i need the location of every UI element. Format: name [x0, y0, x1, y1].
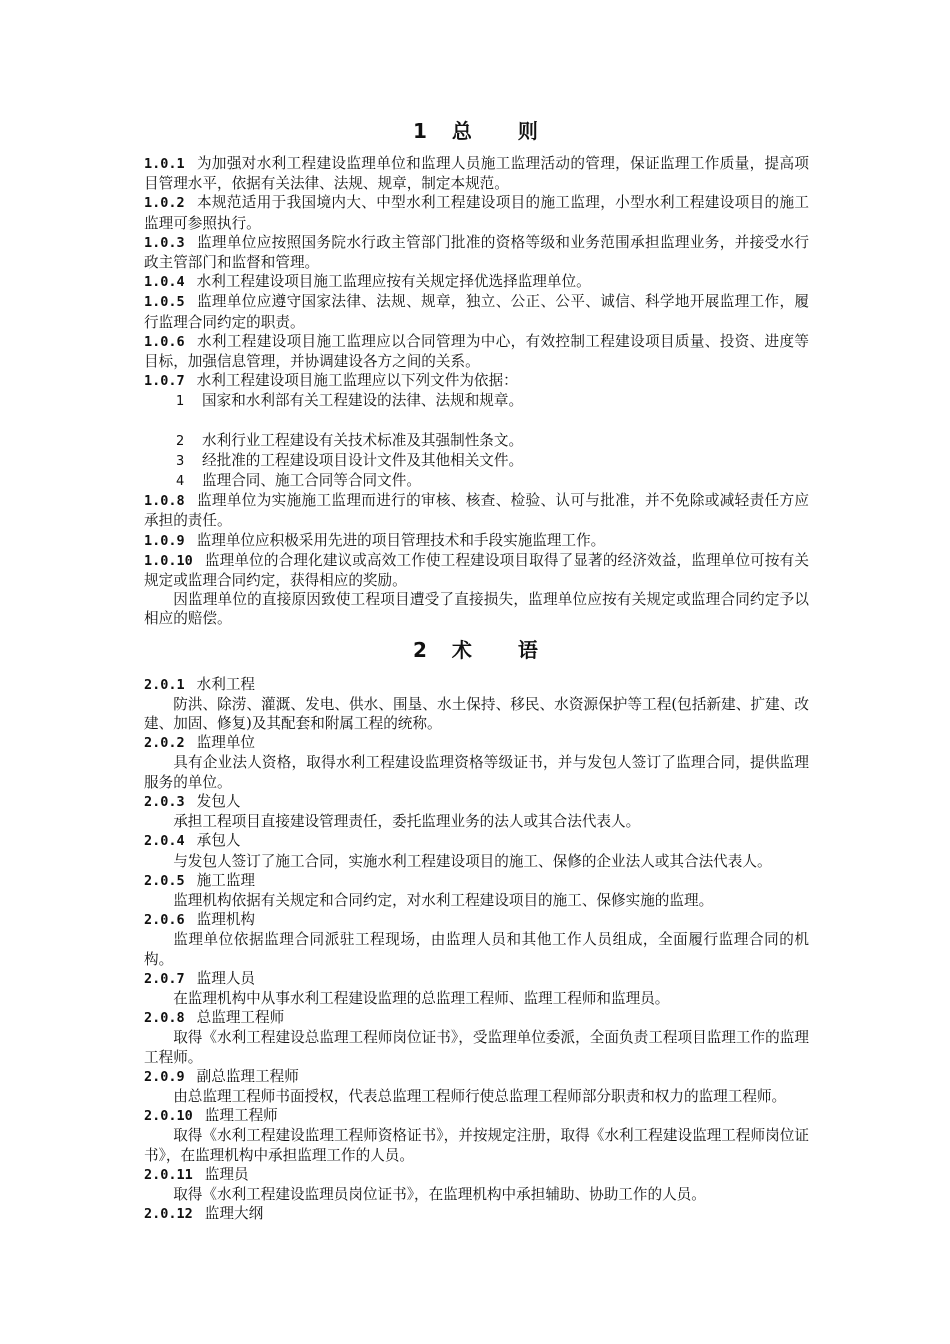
- term-definition: 与发包人签订了施工合同，实施水利工程建设项目的施工、保修的企业法人或其合法代表人。: [173, 852, 772, 870]
- list-item: [144, 471, 809, 491]
- clause-number: 1.0.1: [144, 156, 185, 172]
- list-item-number: 4: [176, 474, 185, 490]
- term-name: 监理人员: [196, 969, 256, 987]
- list-item-number: 3: [176, 453, 185, 469]
- clause-text: 本规范适用于我国境内大、中型水利工程建设项目的施工监理，小型水利工程建设项目的施工监理可参照执行。: [144, 194, 809, 232]
- term-number: 2.0.10: [144, 1108, 193, 1125]
- term-name: 监理员: [204, 1165, 249, 1183]
- list-item: [144, 451, 809, 471]
- term-name: 监理工程师: [204, 1107, 278, 1125]
- term-heading: [144, 733, 809, 753]
- term-definition: 监理单位依据监理合同派驻工程现场，由监理人员和其他工作人员组成，全面履行监理合同的机构。: [144, 931, 809, 968]
- clause-number: 1.0.5: [144, 294, 185, 311]
- clause-number: 1.0.6: [144, 333, 185, 350]
- term-number: 2.0.3: [144, 793, 185, 810]
- clause-number: 1.0.2: [144, 195, 185, 212]
- term-name: 监理单位: [196, 734, 256, 752]
- clause: [144, 491, 809, 530]
- term-name: 施工监理: [196, 871, 256, 889]
- list-item-number: 2: [176, 433, 185, 449]
- term-definition: 具有企业法人资格，取得水利工程建设监理资格等级证书，并与发包人签订了监理合同，提供监理服务的单位。: [144, 754, 809, 791]
- term-definition: 承担工程项目直接建设管理责任，委托监理业务的法人或其合法代表人。: [173, 813, 641, 831]
- document-page: [144, 112, 809, 1224]
- term-heading: [144, 969, 809, 989]
- clause-text: 水利工程建设项目施工监理应按有关规定择优选择监理单位。: [196, 273, 591, 291]
- term-heading: [144, 1204, 809, 1224]
- term-heading: [144, 910, 809, 930]
- term-number: 2.0.7: [144, 970, 185, 987]
- term-number: 2.0.12: [144, 1206, 193, 1223]
- clause-text: 为加强对水利工程建设监理单位和监理人员施工监理活动的管理，保证监理工作质量，提高项目管理水平，依据有关法律、法规、规章，制定本规范。: [144, 155, 809, 193]
- term-number: 2.0.4: [144, 833, 185, 850]
- list-item: [144, 391, 809, 411]
- term-heading: [144, 831, 809, 851]
- clause-number: 1.0.9: [144, 532, 185, 549]
- clause: [144, 233, 809, 272]
- term-number: 2.0.11: [144, 1166, 193, 1183]
- clause-text: 监理单位为实施施工监理而进行的审核、核查、检验、认可与批准，并不免除或减轻责任方应承担的责任。: [144, 492, 809, 530]
- term-number: 2.0.9: [144, 1068, 185, 1085]
- term-definition: 取得《水利工程建设监理员岗位证书》，在监理机构中承担辅助、协助工作的人员。: [173, 1185, 706, 1203]
- term-name: 承包人: [196, 832, 241, 850]
- clause-number: 1.0.4: [144, 274, 185, 291]
- clause: [144, 371, 809, 391]
- clause-text: 监理单位应积极采用先进的项目管理技术和手段实施监理工作。: [196, 531, 606, 549]
- term-definition: 监理机构依据有关规定和合同约定，对水利工程建设项目的施工、保修实施的监理。: [173, 891, 714, 909]
- list-item-text: 经批准的工程建设项目设计文件及其他相关文件。: [202, 451, 524, 469]
- clause-text: 监理单位的合理化建议或高效工作使工程建设项目取得了显著的经济效益，监理单位可按有关规定或监理合同约定，获得相应的奖励。: [144, 551, 809, 590]
- clause: [144, 551, 809, 590]
- clause: [144, 332, 809, 371]
- term-number: 2.0.6: [144, 912, 185, 929]
- term-name: 监理大纲: [204, 1205, 264, 1223]
- clause: [144, 154, 809, 193]
- term-heading: [144, 1067, 809, 1087]
- term-number: 2.0.2: [144, 735, 185, 752]
- clause-text: 水利工程建设项目施工监理应以合同管理为中心，有效控制工程建设项目质量、投资、进度等目标，加强信息管理，并协调建设各方之间的关系。: [144, 332, 809, 371]
- list-item-number: 1: [176, 394, 185, 410]
- list-item: [144, 431, 809, 451]
- clause-text: 监理单位应遵守国家法律、法规、规章，独立、公正、公平、诚信、科学地开展监理工作，履行监理合同约定的职责。: [144, 293, 809, 331]
- list-item-text: 监理合同、施工合同等合同文件。: [202, 472, 421, 490]
- list-item-text: 水利行业工程建设有关技术标准及其强制性条文。: [202, 431, 524, 449]
- term-name: 发包人: [196, 792, 241, 810]
- term-definition: 取得《水利工程建设总监理工程师岗位证书》，受监理单位委派，全面负责工程项目监理工作的监理工程师。: [144, 1029, 809, 1066]
- list-item-text: 国家和水利部有关工程建设的法律、法规和规章。: [202, 392, 524, 410]
- term-number: 2.0.8: [144, 1010, 185, 1027]
- term-name: 水利工程: [196, 675, 256, 693]
- closing-paragraph: 因监理单位的直接原因致使工程项目遭受了直接损失，监理单位应按有关规定或监理合同约定予以相应的赔偿。: [144, 591, 809, 628]
- term-heading: [144, 1106, 809, 1126]
- term-number: 2.0.1: [144, 676, 185, 693]
- term-name: 总监理工程师: [196, 1009, 285, 1027]
- spacer: [144, 412, 809, 431]
- clause-number: 1.0.10: [144, 552, 193, 569]
- term-name: 监理机构: [196, 911, 256, 929]
- term-definition: 防洪、除涝、灌溉、发电、供水、围垦、水土保持、移民、水资源保护等工程(包括新建、扩建、改建、加固、修复)及其配套和附属工程的统称。: [144, 695, 809, 733]
- term-heading: [144, 675, 809, 695]
- clause-text: 监理单位应按照国务院水行政主管部门批准的资格等级和业务范围承担监理业务，并接受水行政主管部门和监督和管理。: [144, 233, 809, 272]
- term-heading: [144, 1165, 809, 1185]
- clause-number: 1.0.7: [144, 373, 185, 390]
- term-heading: [144, 792, 809, 812]
- term-definition: 取得《水利工程建设监理工程师资格证书》，并按规定注册，取得《水利工程建设监理工程师岗位证书》，在监理机构中承担监理工作的人员。: [144, 1127, 809, 1164]
- clause-number: 1.0.8: [144, 493, 185, 510]
- clause: [144, 193, 809, 232]
- chapter-1-title: 1 总 则: [413, 119, 540, 143]
- term-number: 2.0.5: [144, 872, 185, 889]
- clause: [144, 272, 809, 292]
- term-heading: [144, 871, 809, 891]
- chapter-2-title: 2 术 语: [413, 637, 540, 662]
- clause-number: 1.0.3: [144, 234, 185, 251]
- term-definition: 由总监理工程师书面授权，代表总监理工程师行使总监理工程师部分职责和权力的监理工程师。: [173, 1087, 787, 1105]
- clause: [144, 292, 809, 331]
- term-heading: [144, 1008, 809, 1028]
- clause: [144, 531, 809, 551]
- term-definition: 在监理机构中从事水利工程建设监理的总监理工程师、监理工程师和监理员。: [173, 989, 670, 1007]
- clause-text: 水利工程建设项目施工监理应以下列文件为依据：: [196, 372, 518, 390]
- term-name: 副总监理工程师: [196, 1067, 299, 1085]
